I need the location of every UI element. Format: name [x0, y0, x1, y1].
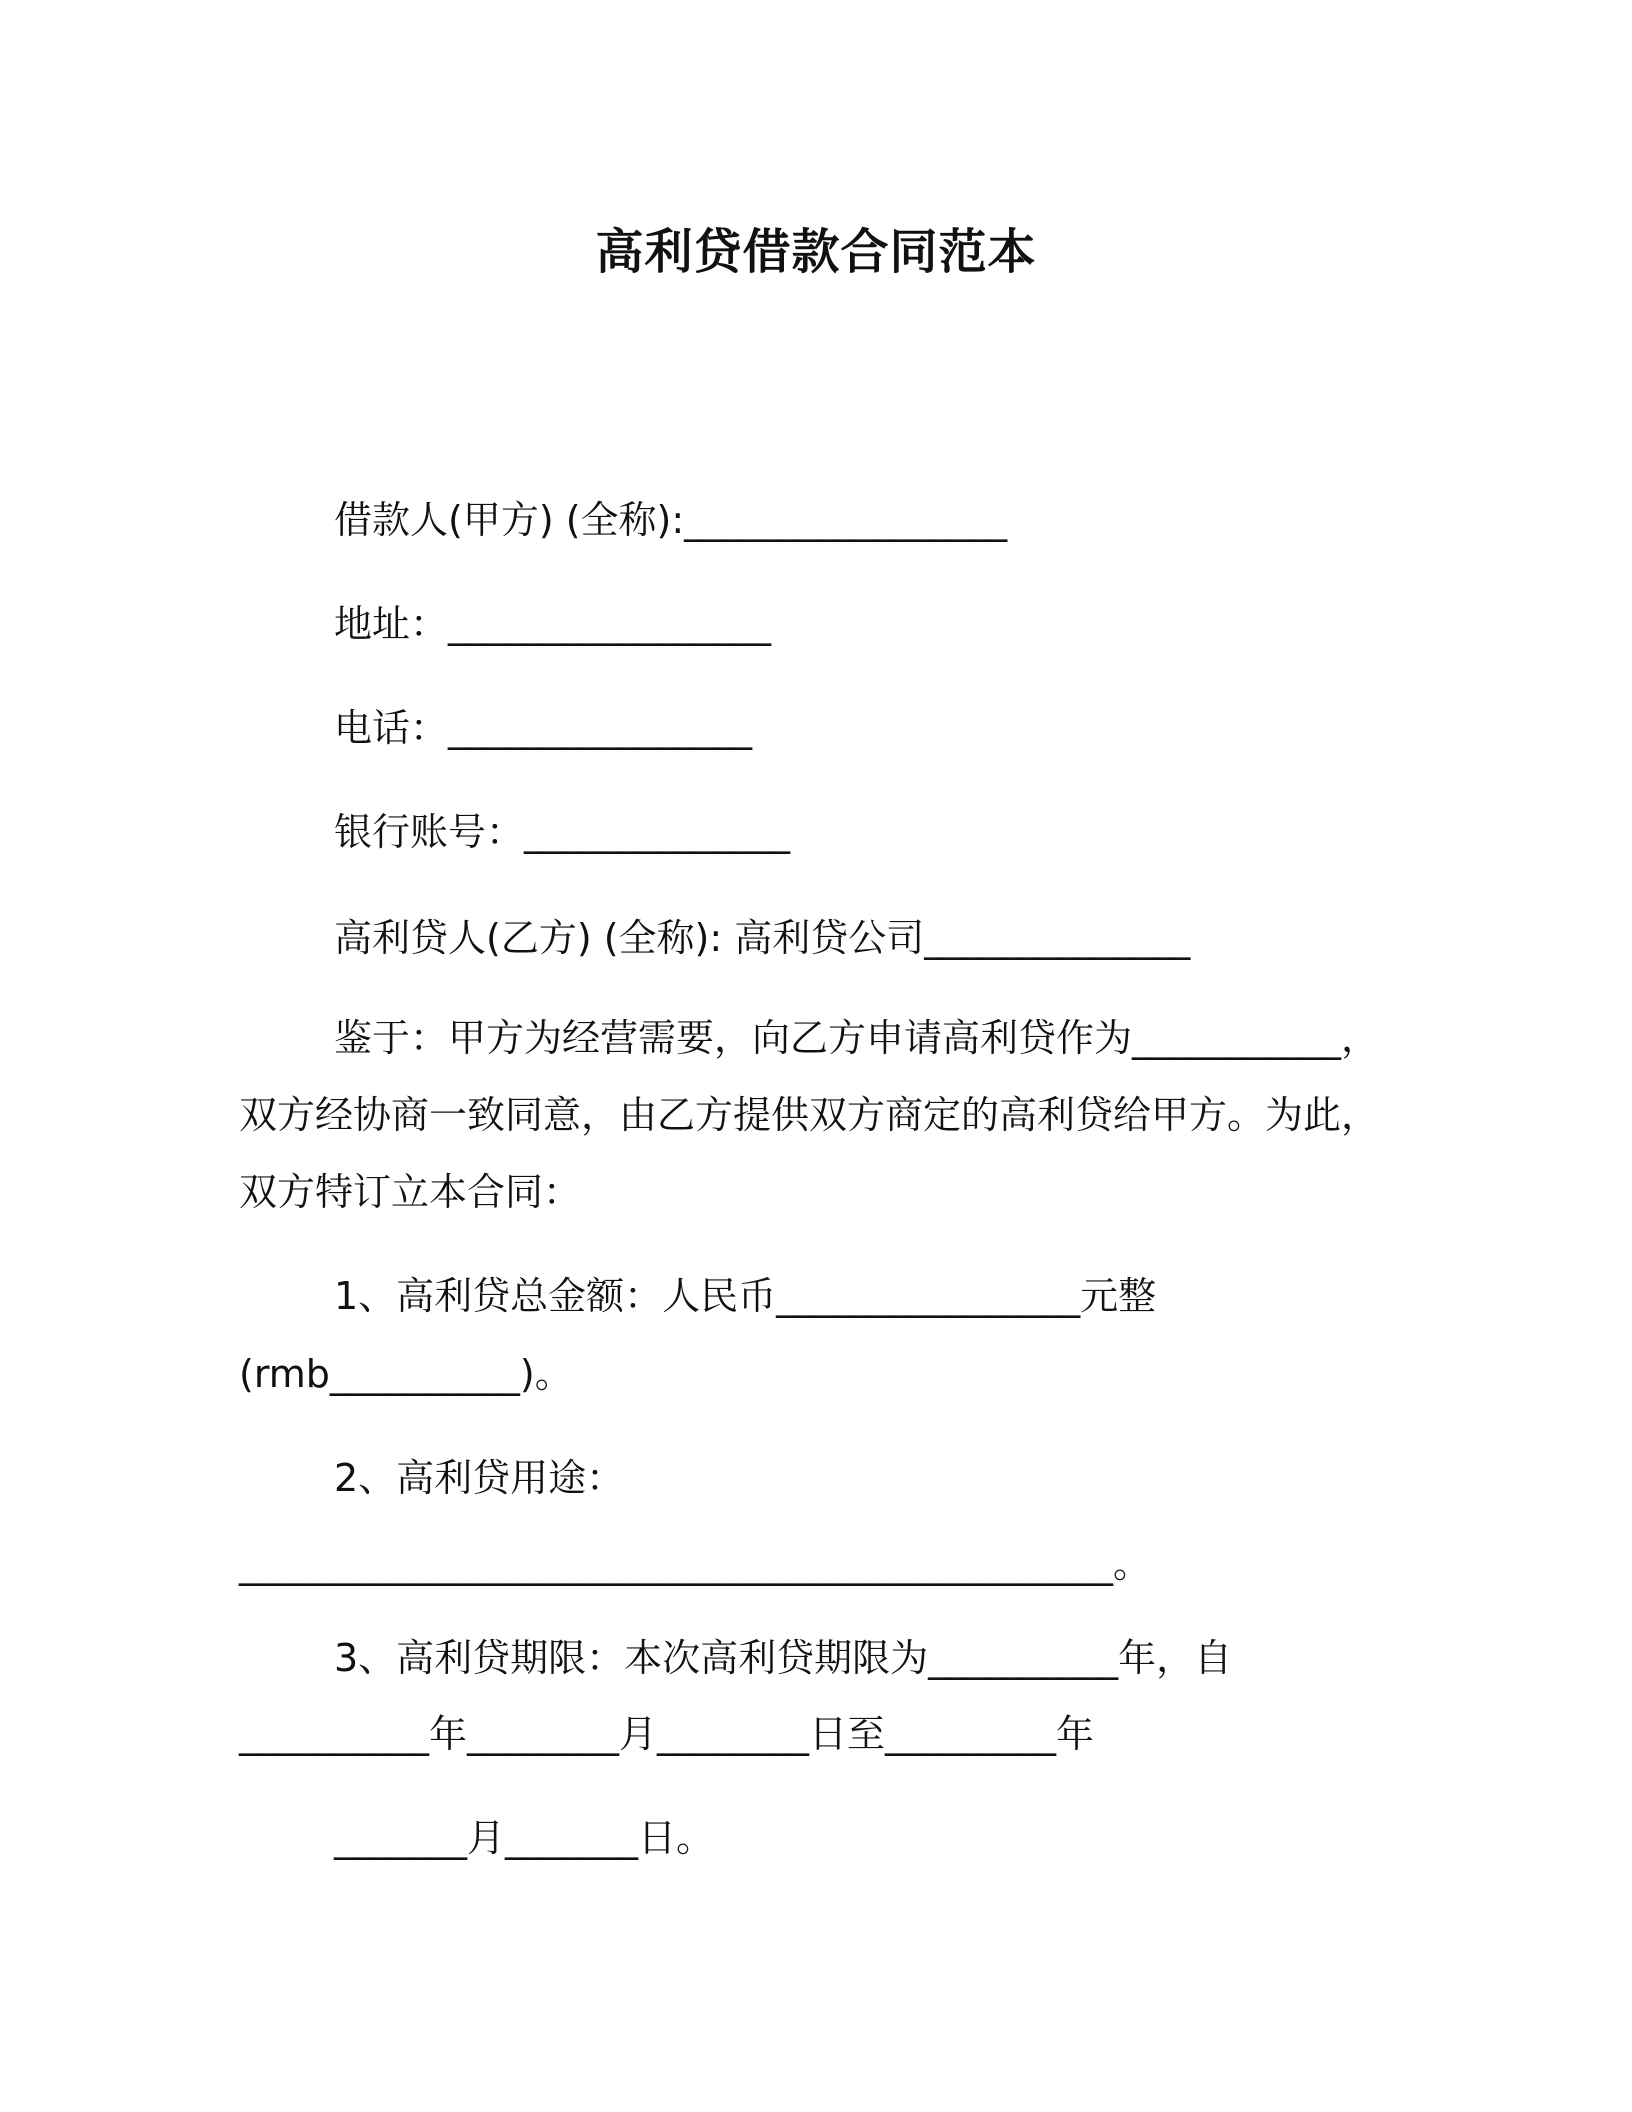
clause-3-line-2: __________年________月________日至_________年 — [239, 1712, 1095, 1756]
clause-2-line-2: ______________________________________________。 — [239, 1542, 1152, 1586]
clause-1-line-2: (rmb__________)。 — [239, 1352, 573, 1396]
address-line: 地址：_________________ — [334, 602, 772, 646]
clause-3-line-3: _______月_______日。 — [334, 1816, 715, 1860]
clause-2-line-1: 2、高利贷用途： — [334, 1456, 625, 1500]
clause-1-line-1: 1、高利贷总金额：人民币________________元整 — [334, 1274, 1157, 1318]
bank-account-line: 银行账号：______________ — [334, 810, 791, 854]
phone-line: 电话：________________ — [334, 706, 753, 750]
clause-3-line-1: 3、高利贷期限：本次高利贷期限为__________年，自 — [334, 1636, 1233, 1680]
lender-name-line: 高利贷人(乙方) (全称): 高利贷公司______________ — [334, 916, 1191, 960]
borrower-name-line: 借款人(甲方) (全称):_________________ — [334, 498, 1008, 542]
whereas-line-1: 鉴于：甲方为经营需要，向乙方申请高利贷作为___________， — [334, 1016, 1380, 1060]
whereas-line-2: 双方经协商一致同意，由乙方提供双方商定的高利贷给甲方。为此， — [239, 1093, 1380, 1137]
document-title: 高利贷借款合同范本 — [595, 224, 1037, 280]
whereas-line-3: 双方特订立本合同： — [239, 1170, 582, 1214]
